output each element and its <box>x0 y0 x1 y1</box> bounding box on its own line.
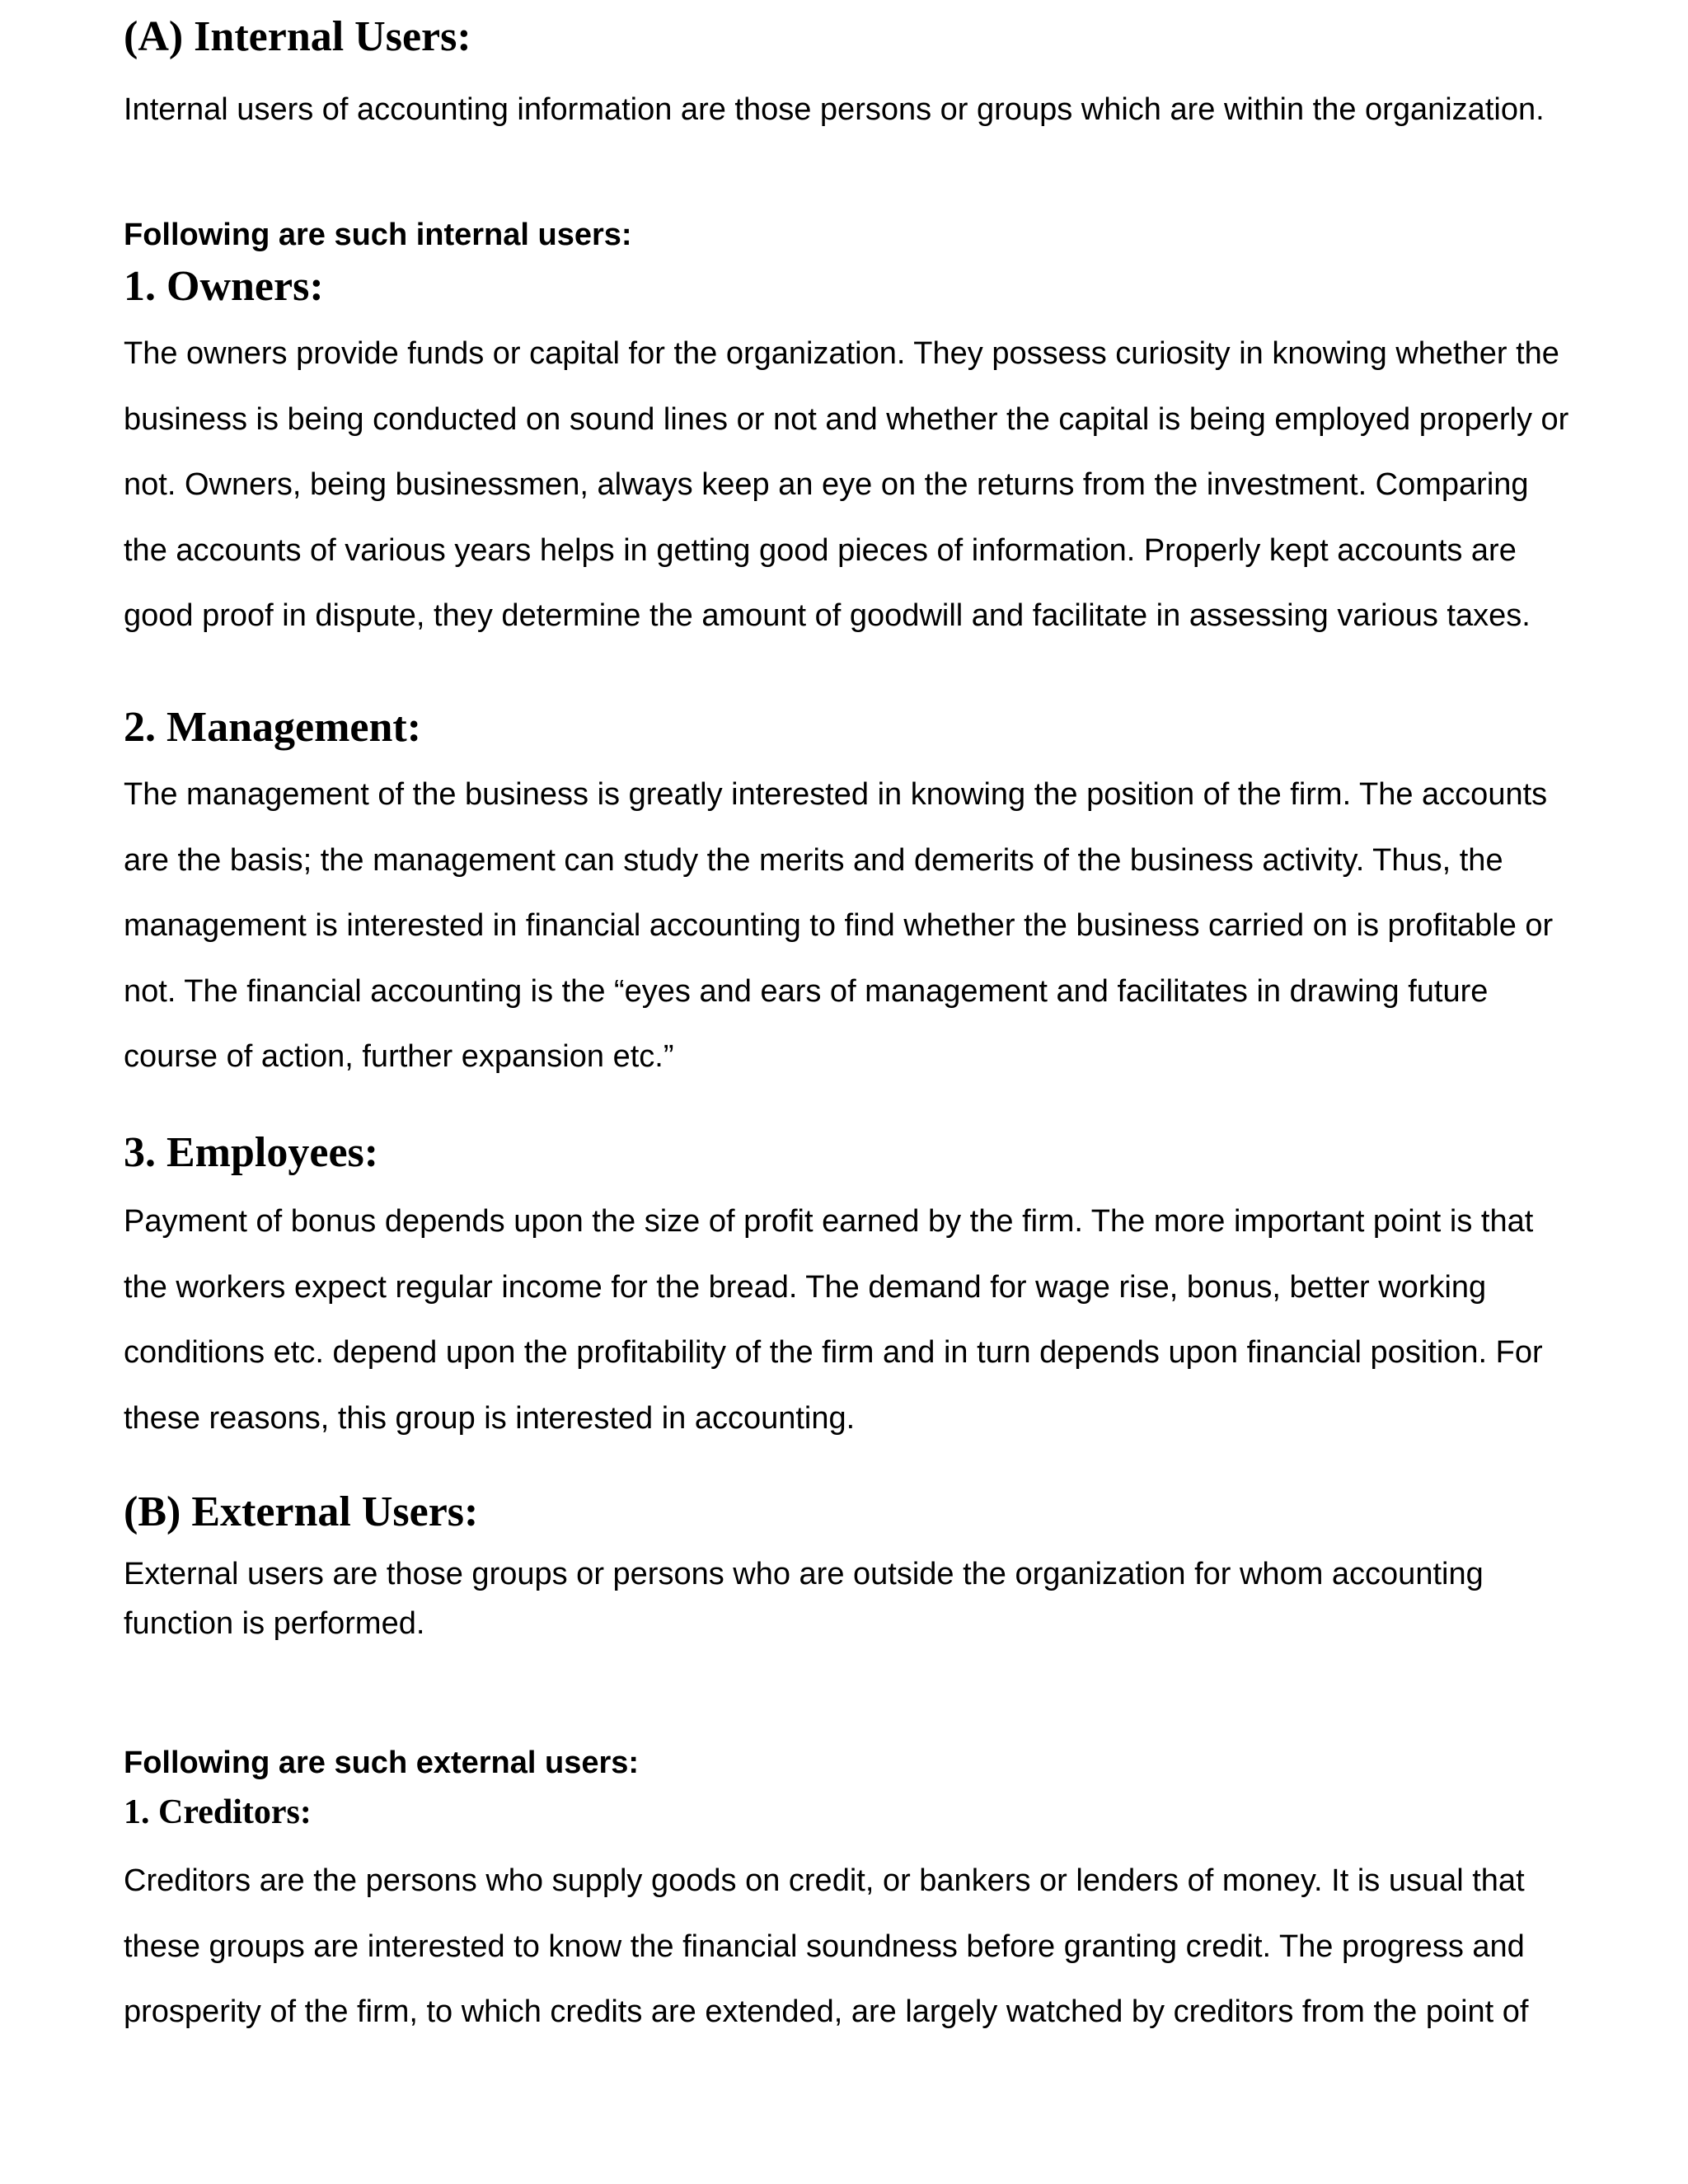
management-line: management is interested in financial accounting to find whether the business carried on is profitable or <box>124 908 1554 943</box>
external-users-list-heading: Following are such external users: <box>124 1746 640 1780</box>
management-line: not. The financial accounting is the “eyes and ears of management and facilitates in drawing future <box>124 973 1489 1009</box>
management-line: The management of the business is greatly interested in knowing the position of the firm. The accounts <box>124 777 1548 812</box>
management-line: course of action, further expansion etc.” <box>124 1039 674 1074</box>
employees-paragraph <box>124 1189 1648 1451</box>
employees-line: conditions etc. depend upon the profitability of the firm and in turn depends upon financial position. For <box>124 1335 1543 1370</box>
creditors-line: these groups are interested to know the financial soundness before granting credit. The progress and <box>124 1929 1525 1964</box>
external-users-heading: (B) External Users: <box>124 1488 479 1535</box>
owners-paragraph <box>124 321 1648 649</box>
external-intro-line: function is performed. <box>124 1606 425 1641</box>
internal-users-list-heading: Following are such internal users: <box>124 218 632 252</box>
employees-line: Payment of bonus depends upon the size of profit earned by the firm. The more important point is that <box>124 1204 1534 1239</box>
employees-heading: 3. Employees: <box>124 1129 379 1176</box>
employees-line: these reasons, this group is interested in accounting. <box>124 1400 856 1436</box>
owners-line: the accounts of various years helps in getting good pieces of information. Properly kept accounts are <box>124 532 1517 568</box>
external-intro-line: External users are those groups or persons who are outside the organization for whom accounting <box>124 1557 1484 1591</box>
owners-line: not. Owners, being businessmen, always keep an eye on the returns from the investment. Comparing <box>124 467 1529 502</box>
management-paragraph <box>124 762 1648 1090</box>
owners-line: The owners provide funds or capital for the organization. They possess curiosity in knowing whether the <box>124 336 1559 371</box>
creditors-line: Creditors are the persons who supply goods on credit, or bankers or lenders of money. It is usual that <box>124 1863 1525 1898</box>
owners-line: good proof in dispute, they determine the amount of goodwill and facilitate in assessing various taxes. <box>124 598 1531 633</box>
external-users-intro <box>124 1549 1648 1648</box>
internal-users-heading: (A) Internal Users: <box>124 13 471 60</box>
creditors-line: prosperity of the firm, to which credits are extended, are largely watched by creditors from the point of <box>124 1994 1529 2029</box>
employees-line: the workers expect regular income for the bread. The demand for wage rise, bonus, better working <box>124 1269 1487 1305</box>
owners-line: business is being conducted on sound lines or not and whether the capital is being employed properly or <box>124 401 1569 437</box>
management-line: are the basis; the management can study the merits and demerits of the business activity. Thus, the <box>124 842 1503 878</box>
creditors-paragraph <box>124 1849 1648 2046</box>
internal-users-intro: Internal users of accounting information are those persons or groups which are within the organization. <box>124 92 1545 127</box>
owners-heading: 1. Owners: <box>124 263 324 310</box>
creditors-heading: 1. Creditors: <box>124 1793 312 1831</box>
management-heading: 2. Management: <box>124 704 422 751</box>
